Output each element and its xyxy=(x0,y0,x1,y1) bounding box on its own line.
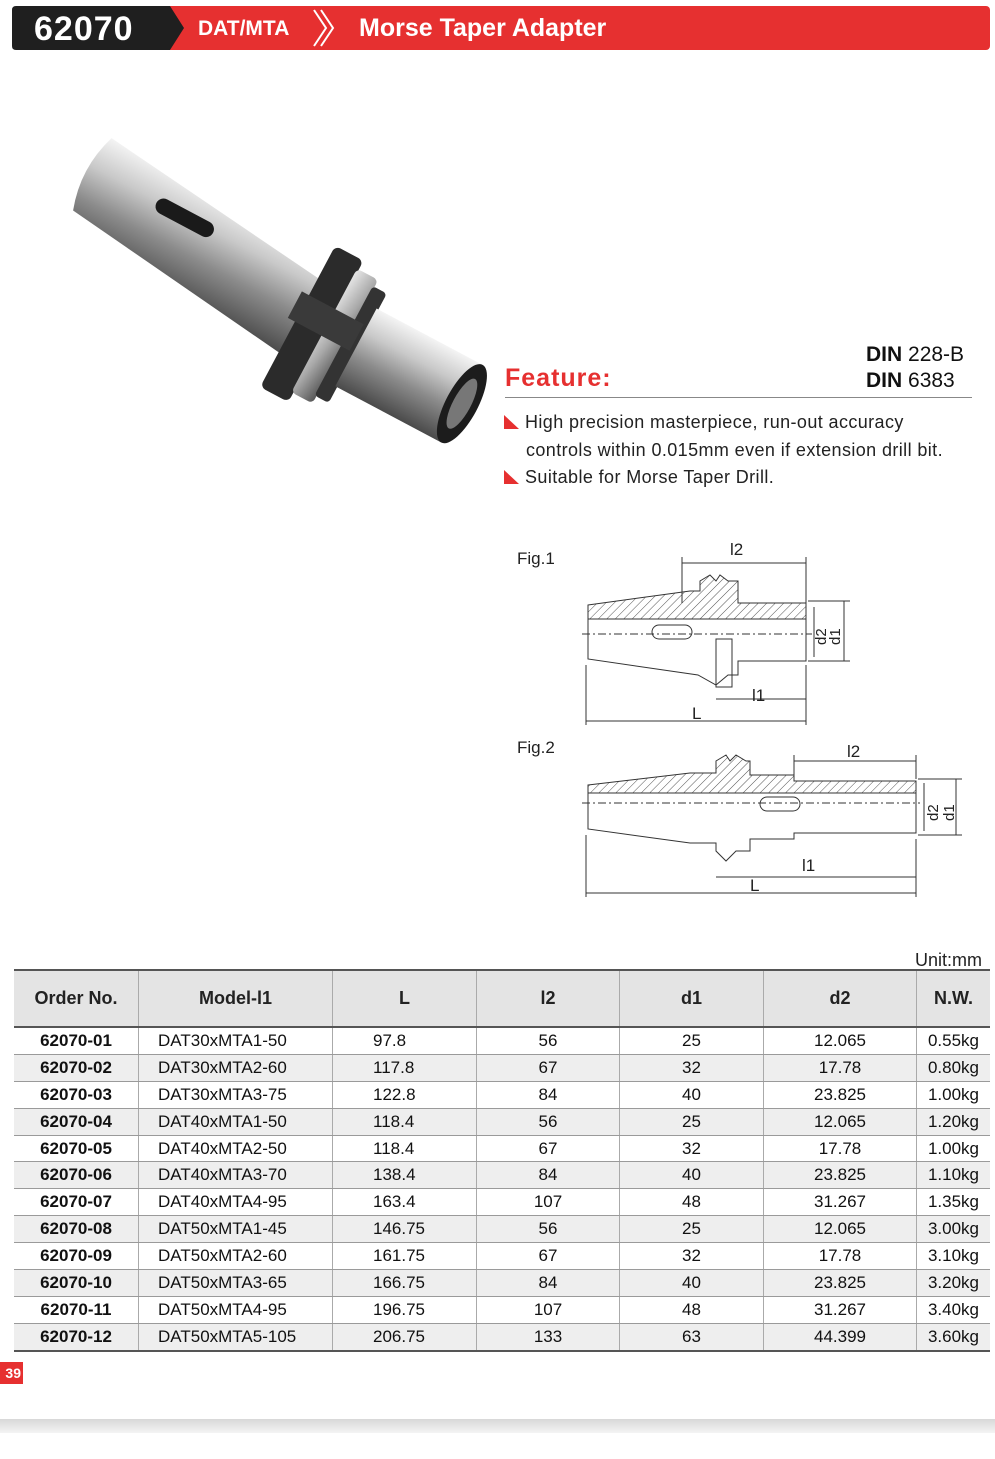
L-cell: 117.8 xyxy=(333,1054,477,1081)
d1-cell: 32 xyxy=(620,1135,764,1162)
d1-cell: 25 xyxy=(620,1216,764,1243)
d2-cell: 12.065 xyxy=(764,1216,917,1243)
nw-cell: 3.20kg xyxy=(917,1270,991,1297)
l2-cell: 107 xyxy=(477,1296,620,1323)
order-no-cell: 62070-05 xyxy=(14,1135,139,1162)
d2-cell: 44.399 xyxy=(764,1323,917,1350)
fig1-dim-d2: d2 xyxy=(813,628,830,645)
l2-cell: 67 xyxy=(477,1054,620,1081)
L-cell: 146.75 xyxy=(333,1216,477,1243)
nw-cell: 0.80kg xyxy=(917,1054,991,1081)
fig1-label: Fig.1 xyxy=(517,549,555,568)
table-row xyxy=(14,1296,990,1323)
bullet-marker-icon xyxy=(504,415,519,429)
order-no-cell: 62070-09 xyxy=(14,1243,139,1270)
page-number: 39 xyxy=(0,1362,23,1384)
product-photo xyxy=(20,75,515,495)
unit-label: Unit:mm xyxy=(915,950,982,970)
fig2-label: Fig.2 xyxy=(517,738,555,757)
nw-cell: 3.40kg xyxy=(917,1296,991,1323)
nw-cell: 3.00kg xyxy=(917,1216,991,1243)
d2-cell: 17.78 xyxy=(764,1243,917,1270)
nw-cell: 1.20kg xyxy=(917,1108,991,1135)
fig2-dim-l1: l1 xyxy=(802,856,816,875)
model-cell: DAT40xMTA3-70 xyxy=(139,1162,333,1189)
table-row xyxy=(14,1243,990,1270)
d2-cell: 23.825 xyxy=(764,1270,917,1297)
fig1-dim-l2: l2 xyxy=(730,540,744,559)
header-bar xyxy=(12,6,990,50)
fig2-dim-l2: l2 xyxy=(847,742,861,761)
L-cell: 166.75 xyxy=(333,1270,477,1297)
table-row xyxy=(14,1189,990,1216)
d1-cell: 25 xyxy=(620,1027,764,1054)
L-cell: 138.4 xyxy=(333,1162,477,1189)
feature-bullet-1: High precision masterpiece, run-out accuracy xyxy=(504,412,904,433)
fig2-dim-d1: d1 xyxy=(941,804,958,821)
order-no-cell: 62070-11 xyxy=(14,1296,139,1323)
d2-cell: 12.065 xyxy=(764,1108,917,1135)
order-no-cell: 62070-07 xyxy=(14,1189,139,1216)
col-order-no: Order No. xyxy=(14,970,139,1027)
order-no-cell: 62070-10 xyxy=(14,1270,139,1297)
model-cell: DAT50xMTA1-45 xyxy=(139,1216,333,1243)
fig1-dim-d1: d1 xyxy=(827,628,844,645)
d1-cell: 32 xyxy=(620,1054,764,1081)
L-cell: 118.4 xyxy=(333,1135,477,1162)
l2-cell: 133 xyxy=(477,1323,620,1350)
d2-cell: 12.065 xyxy=(764,1027,917,1054)
order-no-cell: 62070-12 xyxy=(14,1323,139,1350)
product-code: 62070 xyxy=(34,10,134,48)
order-no-cell: 62070-02 xyxy=(14,1054,139,1081)
table-row xyxy=(14,1323,990,1350)
d2-cell: 31.267 xyxy=(764,1296,917,1323)
l2-cell: 67 xyxy=(477,1243,620,1270)
d1-cell: 40 xyxy=(620,1270,764,1297)
d1-cell: 48 xyxy=(620,1296,764,1323)
L-cell: 163.4 xyxy=(333,1189,477,1216)
l2-cell: 84 xyxy=(477,1270,620,1297)
din-standard-1: DIN 228-B xyxy=(866,343,965,366)
col-d1: d1 xyxy=(620,970,764,1027)
l2-cell: 56 xyxy=(477,1027,620,1054)
model-cell: DAT30xMTA2-60 xyxy=(139,1054,333,1081)
L-cell: 97.8 xyxy=(333,1027,477,1054)
nw-cell: 3.60kg xyxy=(917,1323,991,1350)
feature-divider xyxy=(505,397,972,398)
d2-cell: 17.78 xyxy=(764,1135,917,1162)
din-standard-2: DIN 6383 xyxy=(866,369,955,392)
order-no-cell: 62070-08 xyxy=(14,1216,139,1243)
col-L: L xyxy=(333,970,477,1027)
spec-table xyxy=(14,969,990,1352)
L-cell: 196.75 xyxy=(333,1296,477,1323)
d1-cell: 40 xyxy=(620,1081,764,1108)
feature-bullet-1-continued: controls within 0.015mm even if extension drill bit. xyxy=(526,440,943,460)
page-title: Morse Taper Adapter xyxy=(359,14,607,42)
col-model: Model-l1 xyxy=(139,970,333,1027)
fig2-drawing xyxy=(580,735,970,900)
d1-cell: 25 xyxy=(620,1108,764,1135)
table-row xyxy=(14,1081,990,1108)
d2-cell: 23.825 xyxy=(764,1081,917,1108)
L-cell: 161.75 xyxy=(333,1243,477,1270)
feature-bullet-2: Suitable for Morse Taper Drill. xyxy=(504,467,774,488)
fig2-dim-L: L xyxy=(750,876,760,895)
feature-title: Feature: xyxy=(505,364,612,392)
col-d2: d2 xyxy=(764,970,917,1027)
table-row xyxy=(14,1216,990,1243)
model-cell: DAT40xMTA2-50 xyxy=(139,1135,333,1162)
nw-cell: 1.00kg xyxy=(917,1135,991,1162)
nw-cell: 0.55kg xyxy=(917,1027,991,1054)
d1-cell: 48 xyxy=(620,1189,764,1216)
L-cell: 122.8 xyxy=(333,1081,477,1108)
d1-cell: 63 xyxy=(620,1323,764,1350)
L-cell: 206.75 xyxy=(333,1323,477,1350)
l2-cell: 84 xyxy=(477,1081,620,1108)
nw-cell: 1.00kg xyxy=(917,1081,991,1108)
product-category: DAT/MTA xyxy=(198,17,290,40)
l2-cell: 56 xyxy=(477,1108,620,1135)
nw-cell: 1.35kg xyxy=(917,1189,991,1216)
table-row xyxy=(14,1270,990,1297)
model-cell: DAT50xMTA2-60 xyxy=(139,1243,333,1270)
table-header-row xyxy=(14,970,990,1027)
d2-cell: 23.825 xyxy=(764,1162,917,1189)
model-cell: DAT40xMTA1-50 xyxy=(139,1108,333,1135)
d2-cell: 17.78 xyxy=(764,1054,917,1081)
model-cell: DAT50xMTA3-65 xyxy=(139,1270,333,1297)
order-no-cell: 62070-03 xyxy=(14,1081,139,1108)
table-row xyxy=(14,1108,990,1135)
col-l2: l2 xyxy=(477,970,620,1027)
table-row xyxy=(14,1135,990,1162)
model-cell: DAT50xMTA5-105 xyxy=(139,1323,333,1350)
model-cell: DAT50xMTA4-95 xyxy=(139,1296,333,1323)
d1-cell: 40 xyxy=(620,1162,764,1189)
fig1-drawing xyxy=(580,535,860,730)
L-cell: 118.4 xyxy=(333,1108,477,1135)
order-no-cell: 62070-04 xyxy=(14,1108,139,1135)
table-row xyxy=(14,1054,990,1081)
d2-cell: 31.267 xyxy=(764,1189,917,1216)
order-no-cell: 62070-01 xyxy=(14,1027,139,1054)
col-nw: N.W. xyxy=(917,970,991,1027)
l2-cell: 84 xyxy=(477,1162,620,1189)
fig2-dim-d2: d2 xyxy=(925,804,942,821)
l2-cell: 107 xyxy=(477,1189,620,1216)
fig1-dim-L: L xyxy=(692,704,702,723)
table-row xyxy=(14,1162,990,1189)
order-no-cell: 62070-06 xyxy=(14,1162,139,1189)
d1-cell: 32 xyxy=(620,1243,764,1270)
model-cell: DAT40xMTA4-95 xyxy=(139,1189,333,1216)
model-cell: DAT30xMTA1-50 xyxy=(139,1027,333,1054)
l2-cell: 67 xyxy=(477,1135,620,1162)
nw-cell: 3.10kg xyxy=(917,1243,991,1270)
model-cell: DAT30xMTA3-75 xyxy=(139,1081,333,1108)
bullet-marker-icon xyxy=(504,470,519,484)
fig1-dim-l1: l1 xyxy=(752,686,766,705)
nw-cell: 1.10kg xyxy=(917,1162,991,1189)
footer-bar xyxy=(0,1419,995,1433)
table-row xyxy=(14,1027,990,1054)
l2-cell: 56 xyxy=(477,1216,620,1243)
